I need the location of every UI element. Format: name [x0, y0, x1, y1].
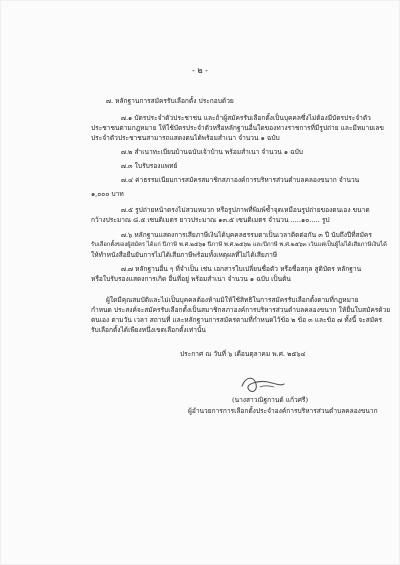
item-7-5-line-1: ๗.๕ รูปถ่ายหน้าตรงไม่สวมหมวก หรือรูปภาพที่พิมพ์ซ้ำจุดเหมือนรูปถ่ายของตนเอง ขนาด: [121, 206, 370, 214]
closing-line-2: กำหนด ประสงค์จะสมัครรับเลือกตั้งเป็นสมาชิกสภาองค์การบริหารส่วนตำบลคลองขนาก ให้ยื่นใบสมัครด้วย: [91, 306, 391, 314]
closing-line-1: ผู้ใดมีคุณสมบัติและไม่เป็นบุคคลต้องห้ามมิให้ใช้สิทธิในการสมัครรับเลือกตั้งตามที่กฎหมาย: [106, 296, 359, 304]
handwritten-signature: [238, 372, 288, 396]
item-7-6-line-2: รับเลือกตั้งของผู้สมัคร ได้แก่ ปีภาษี พ.ศ.๒๕๖๑ ปีภาษี พ.ศ.๒๕๖๒ และปีภาษี พ.ศ.๒๕๖๓ เว้นแต่เป็นผู้ไม่ได้เสียภาษีเงินได้: [91, 242, 387, 248]
item-7-1-line-2: ประชาชนตามกฎหมาย ให้ใช้บัตรประจำตัวหรือหลักฐานอื่นใดของทางราชการที่มีรูปถ่าย และมีหมายเลข: [91, 124, 384, 132]
item-7-1-line-1: ๗.๑ บัตรประจำตัวประชาชน และถ้าผู้สมัครรับเลือกตั้งเป็นบุคคลซึ่งไม่ต้องมีบัตรประจำตัว: [121, 114, 371, 122]
item-7-3: ๗.๓ ใบรับรองแพทย์: [121, 162, 178, 170]
item-7-7-line-2: หรือใบรับรองแสดงการเกิด อื่นที่อยู่ พร้อมสำเนา จำนวน ๑ ฉบับ เป็นต้น: [91, 275, 291, 283]
item-7-5-line-2: กว้างประมาณ ๘.๕ เซนติเมตร ยาวประมาณ ๑๓.๕ เซนติเมตร จำนวน .....๑๐..... รูป: [91, 216, 330, 224]
item-7-4-line-2: ๑,๐๐๐ บาท: [91, 190, 124, 198]
item-7-1-line-3: ประจำตัวประชาชนสามารถแสดงตนได้พร้อมสำเนา จำนวน ๑ ฉบับ: [91, 134, 280, 142]
item-7-4-line-1: ๗.๔ ค่าธรรมเนียมการสมัครสมาชิกสภาองค์การบริหารส่วนตำบลคลองขนาก จำนวน: [121, 176, 360, 184]
item-7-6-line-1: ๗.๖ หลักฐานแสดงการเสียภาษีเงินได้บุคคลธรรมดาเป็นเวลาติดต่อกัน ๓ ปี นับถึงปีที่สมัคร: [121, 231, 372, 239]
page-number: - ๒ -: [192, 66, 208, 75]
section-heading: ๗. หลักฐานการสมัครรับเลือกตั้ง ประกอบด้วย: [106, 97, 234, 105]
signer-name: (นางสาวณิฐกานต์ แก้วศรี): [232, 396, 309, 404]
closing-line-4: รับเลือกตั้งได้เพียงหนึ่งเขตเลือกตั้งเท่านั้น: [91, 326, 206, 334]
item-7-6-line-3: ให้ทำหนังสือยืนยันการไม่ได้เสียภาษีพร้อมทั้งเหตุผลที่ไม่ได้เสียภาษี: [91, 251, 278, 259]
item-7-2: ๗.๒ สำเนาทะเบียนบ้านฉบับเจ้าบ้าน พร้อมสำเนา จำนวน ๑ ฉบับ: [121, 148, 303, 156]
item-7-7-line-1: ๗.๗ หลักฐานอื่น ๆ ที่จำเป็น เช่น เอกสารใบเปลี่ยนชื่อตัว หรือชื่อสกุล สูติบัตร หลักฐาน: [121, 265, 362, 273]
closing-line-3: ตนเอง ตามวัน เวลา สถานที่ และหลักฐานการสมัครตามที่กำหนดไว้ข้อ ๒ ข้อ ๓ และข้อ ๗ ทั้งนี้ จะสมัคร: [91, 316, 383, 324]
announce-date: ประกาศ ณ วันที่ ๖ เดือนตุลาคม พ.ศ. ๒๕๖๔: [180, 350, 306, 358]
signer-title: ผู้อำนวยการการเลือกตั้งประจำองค์การบริหารส่วนตำบลคลองขนาก: [188, 407, 378, 415]
